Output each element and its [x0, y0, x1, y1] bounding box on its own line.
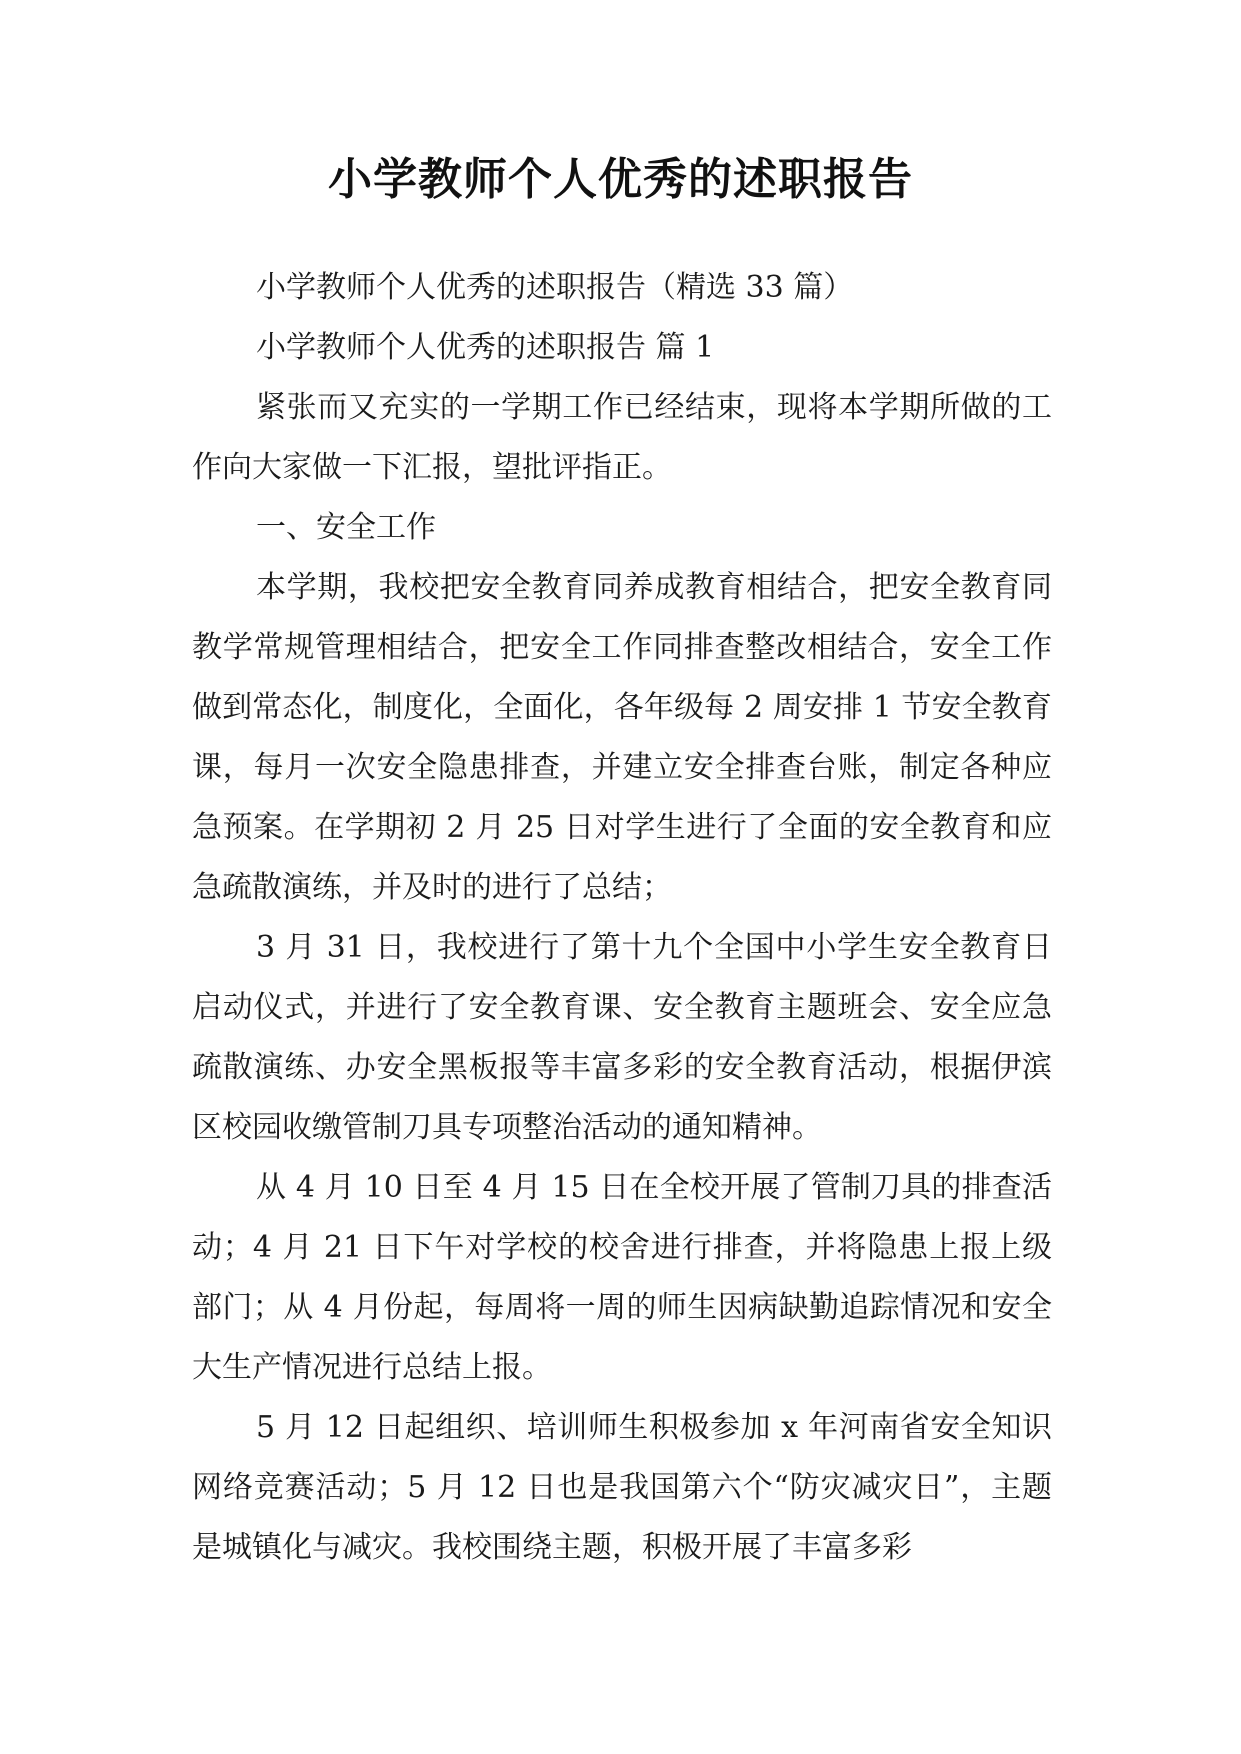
- document-title: 小学教师个人优秀的述职报告: [328, 154, 913, 205]
- paragraph-may-12: 5 月 12 日起组织、培训师生积极参加 x 年河南省安全知识网络竞赛活动；5 月 12 日也是我国第六个“防灾减灾日”，主题是城镇化与减灾。我校围绕主题，积极开展了丰富多彩: [192, 1410, 1052, 1565]
- paragraph-section-heading: 小学教师个人优秀的述职报告 篇 1: [256, 330, 715, 365]
- paragraph-march-31: 3 月 31 日，我校进行了第十九个全国中小学生安全教育日启动仪式，并进行了安全教育课、安全教育主题班会、安全应急疏散演练、办安全黑板报等丰富多彩的安全教育活动，根据伊滨区校园收缴管制刀具专项整治活动的通知精神。: [192, 930, 1052, 1145]
- document-body: [192, 258, 1052, 1578]
- paragraph-subtitle: 小学教师个人优秀的述职报告（精选 33 篇）: [256, 270, 854, 305]
- paragraph-heading-safety: 一、安全工作: [256, 510, 436, 545]
- paragraph-april: 从 4 月 10 日至 4 月 15 日在全校开展了管制刀具的排查活动；4 月 21 日下午对学校的校舍进行排查，并将隐患上报上级部门；从 4 月份起，每周将一周的师生因病缺勤追踪情况和安全大生产情况进行总结上报。: [192, 1170, 1052, 1385]
- paragraph-safety-overview: 本学期，我校把安全教育同养成教育相结合，把安全教育同教学常规管理相结合，把安全工作同排查整改相结合，安全工作做到常态化，制度化，全面化，各年级每 2 周安排 1 节安全教育课，每月一次安全隐患排查，并建立安全排查台账，制定各种应急预案。在学期初 2 月 25 日对学生进行了全面的安全教育和应急疏散演练，并及时的进行了总结；: [192, 570, 1052, 905]
- paragraph-intro: 紧张而又充实的一学期工作已经结束，现将本学期所做的工作向大家做一下汇报，望批评指正。: [192, 390, 1052, 485]
